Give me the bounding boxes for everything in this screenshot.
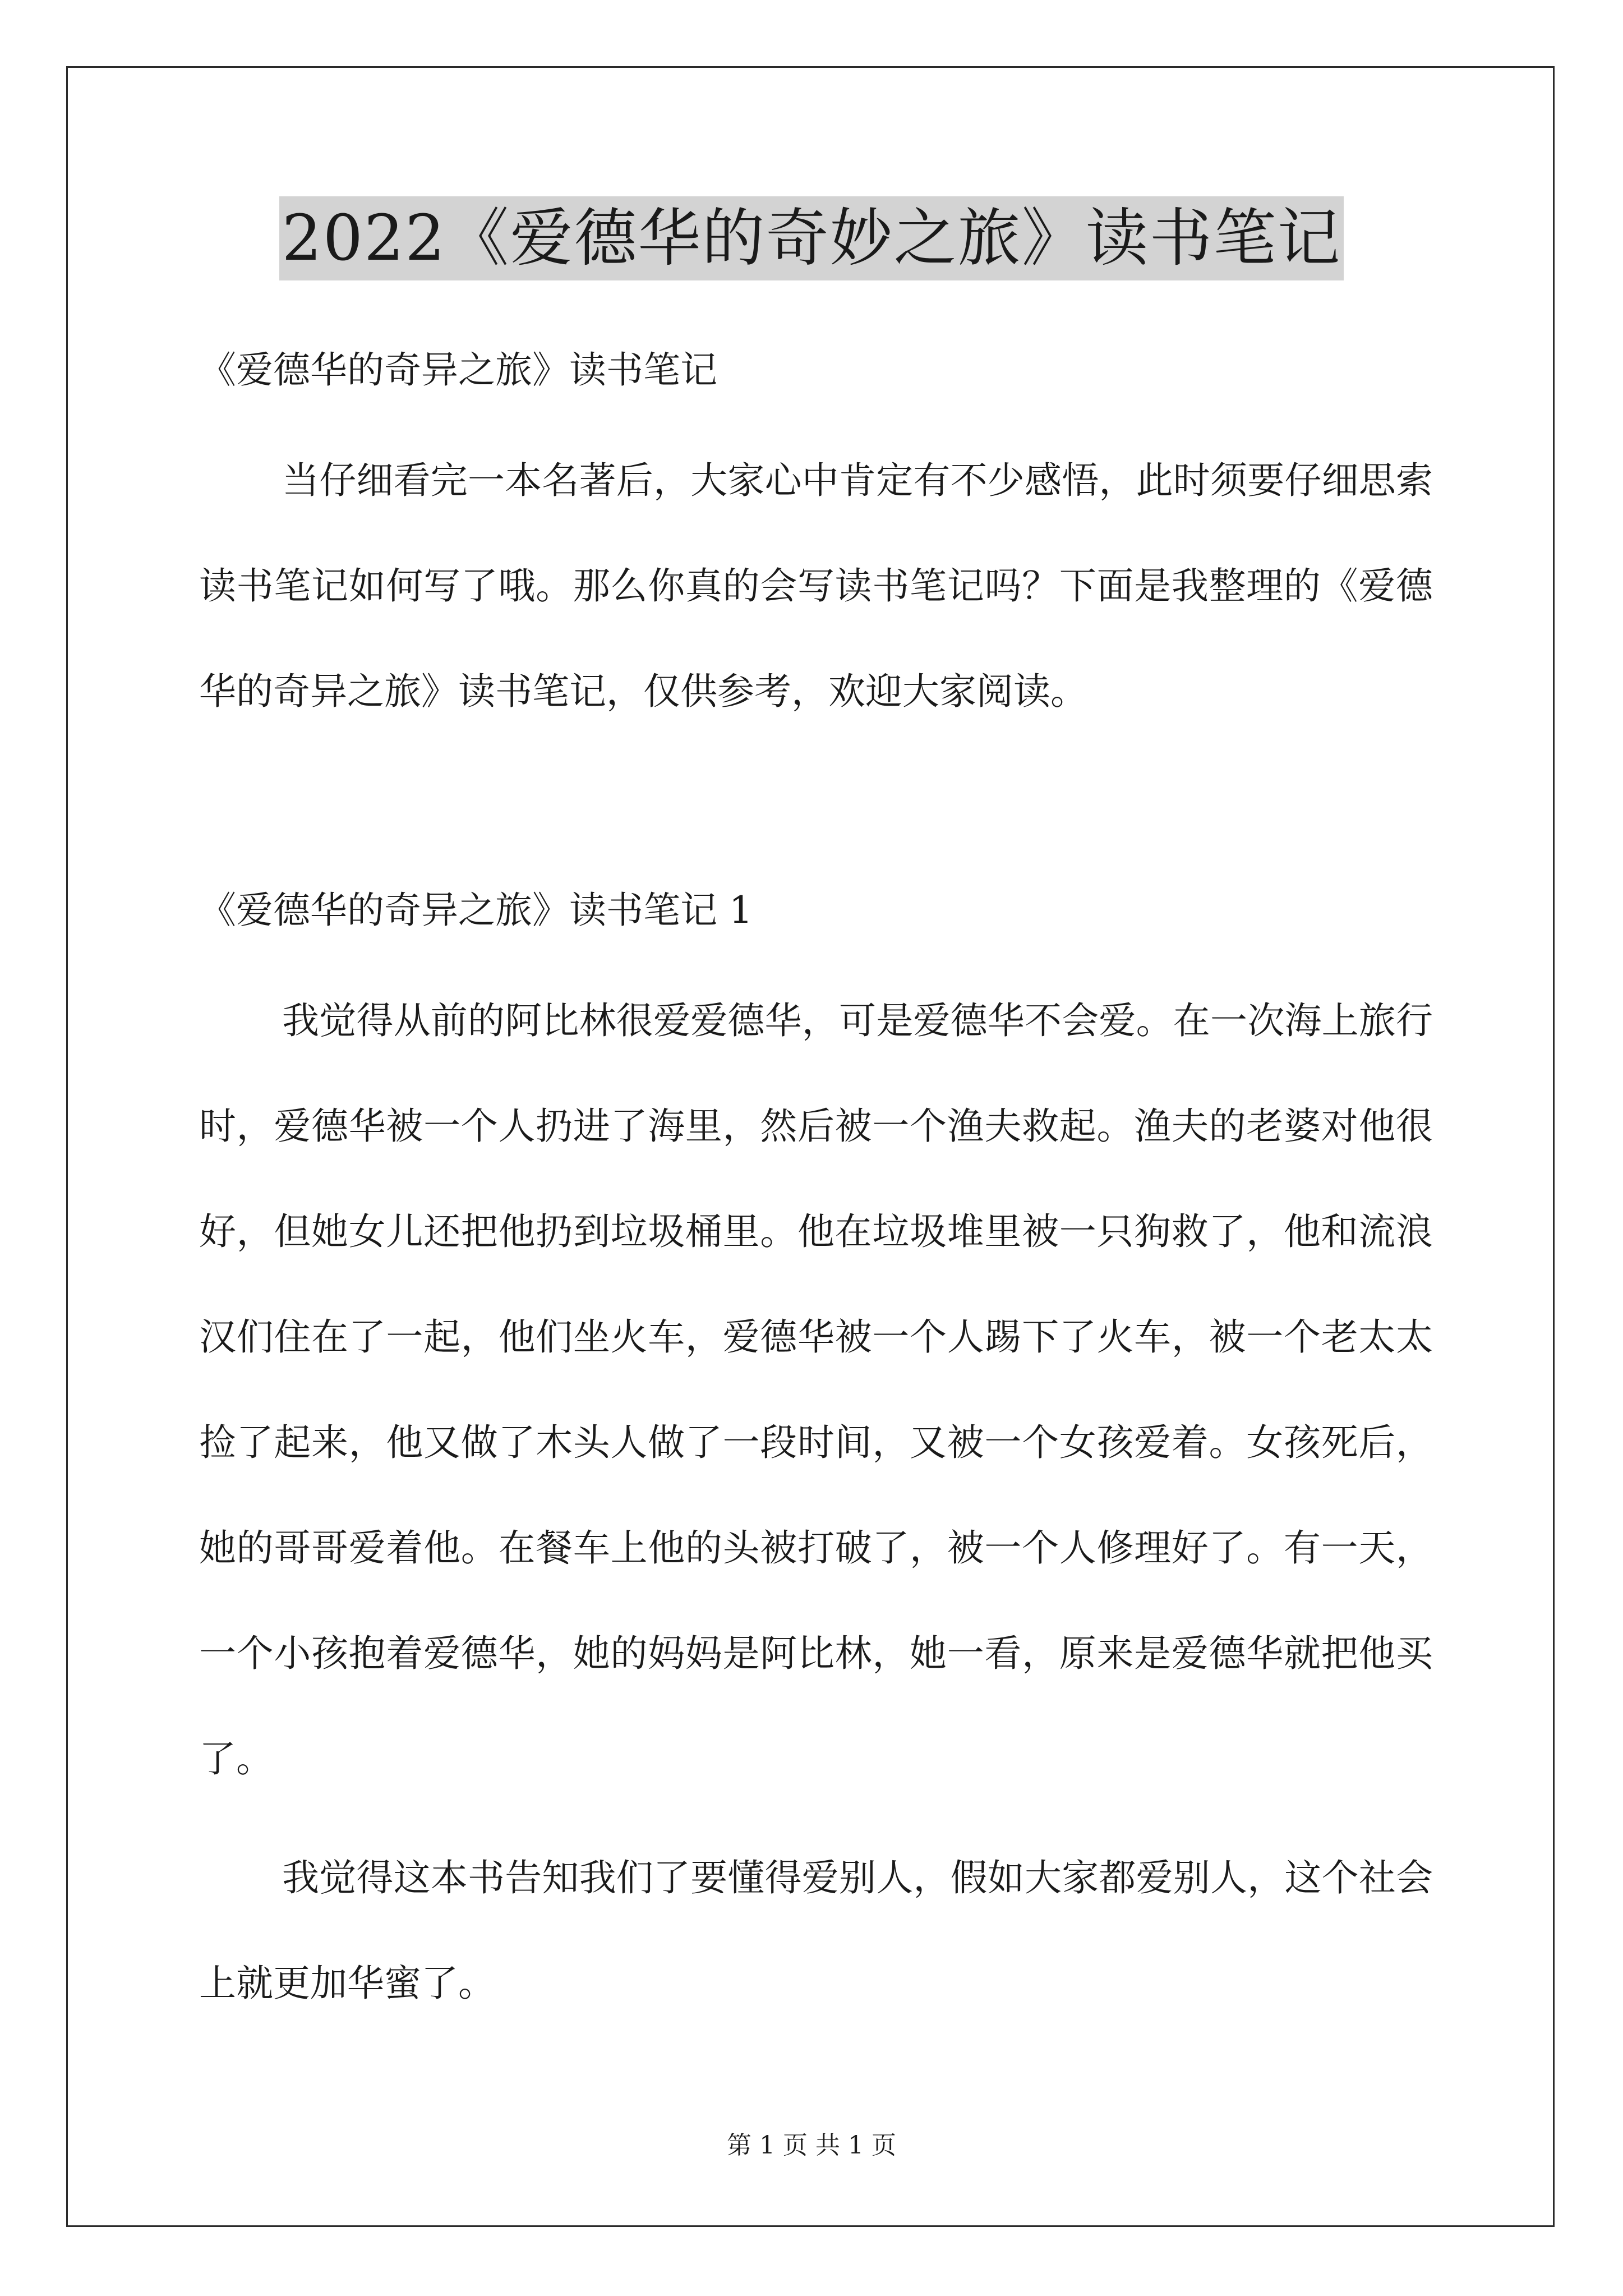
document-title: 2022《爱德华的奇妙之旅》读书笔记 [279,196,1343,280]
section-1-paragraph-1: 我觉得从前的阿比林很爱爱德华，可是爱德华不会爱。在一次海上旅行时，爱德华被一个人扔进了海里，然后被一个渔夫救起。渔夫的老婆对他很好，但她女儿还把他扔到垃圾桶里。他在垃圾堆里被一只狗救了，他和流浪汉们住在了一起，他们坐火车，爱德华被一个人踢下了火车，被一个老太太捡了起来，他又做了木头人做了一段时间，又被一个女孩爱着。女孩死后，她的哥哥爱着他。在餐车上他的头被打破了，被一个人修理好了。有一天，一个小孩抱着爱德华，她的妈妈是阿比林，她一看，原来是爱德华就把他买了。 [199,999,1433,1780]
intro-paragraph: 当仔细看完一本名著后，大家心中肯定有不少感悟，此时须要仔细思索读书笔记如何写了哦。那么你真的会写读书笔记吗？下面是我整理的《爱德华的奇异之旅》读书笔记，仅供参考，欢迎大家阅读。 [199,459,1433,713]
section-1-heading: 《爱德华的奇异之旅》读书笔记 1 [199,889,753,932]
intro-heading: 《爱德华的奇异之旅》读书笔记 [199,348,717,392]
section-1-paragraph-2: 我觉得这本书告知我们了要懂得爱别人，假如大家都爱别人，这个社会上就更加华蜜了。 [199,1856,1433,2005]
page-footer: 第 1 页 共 1 页 [727,2131,896,2160]
title-container [0,196,1623,280]
